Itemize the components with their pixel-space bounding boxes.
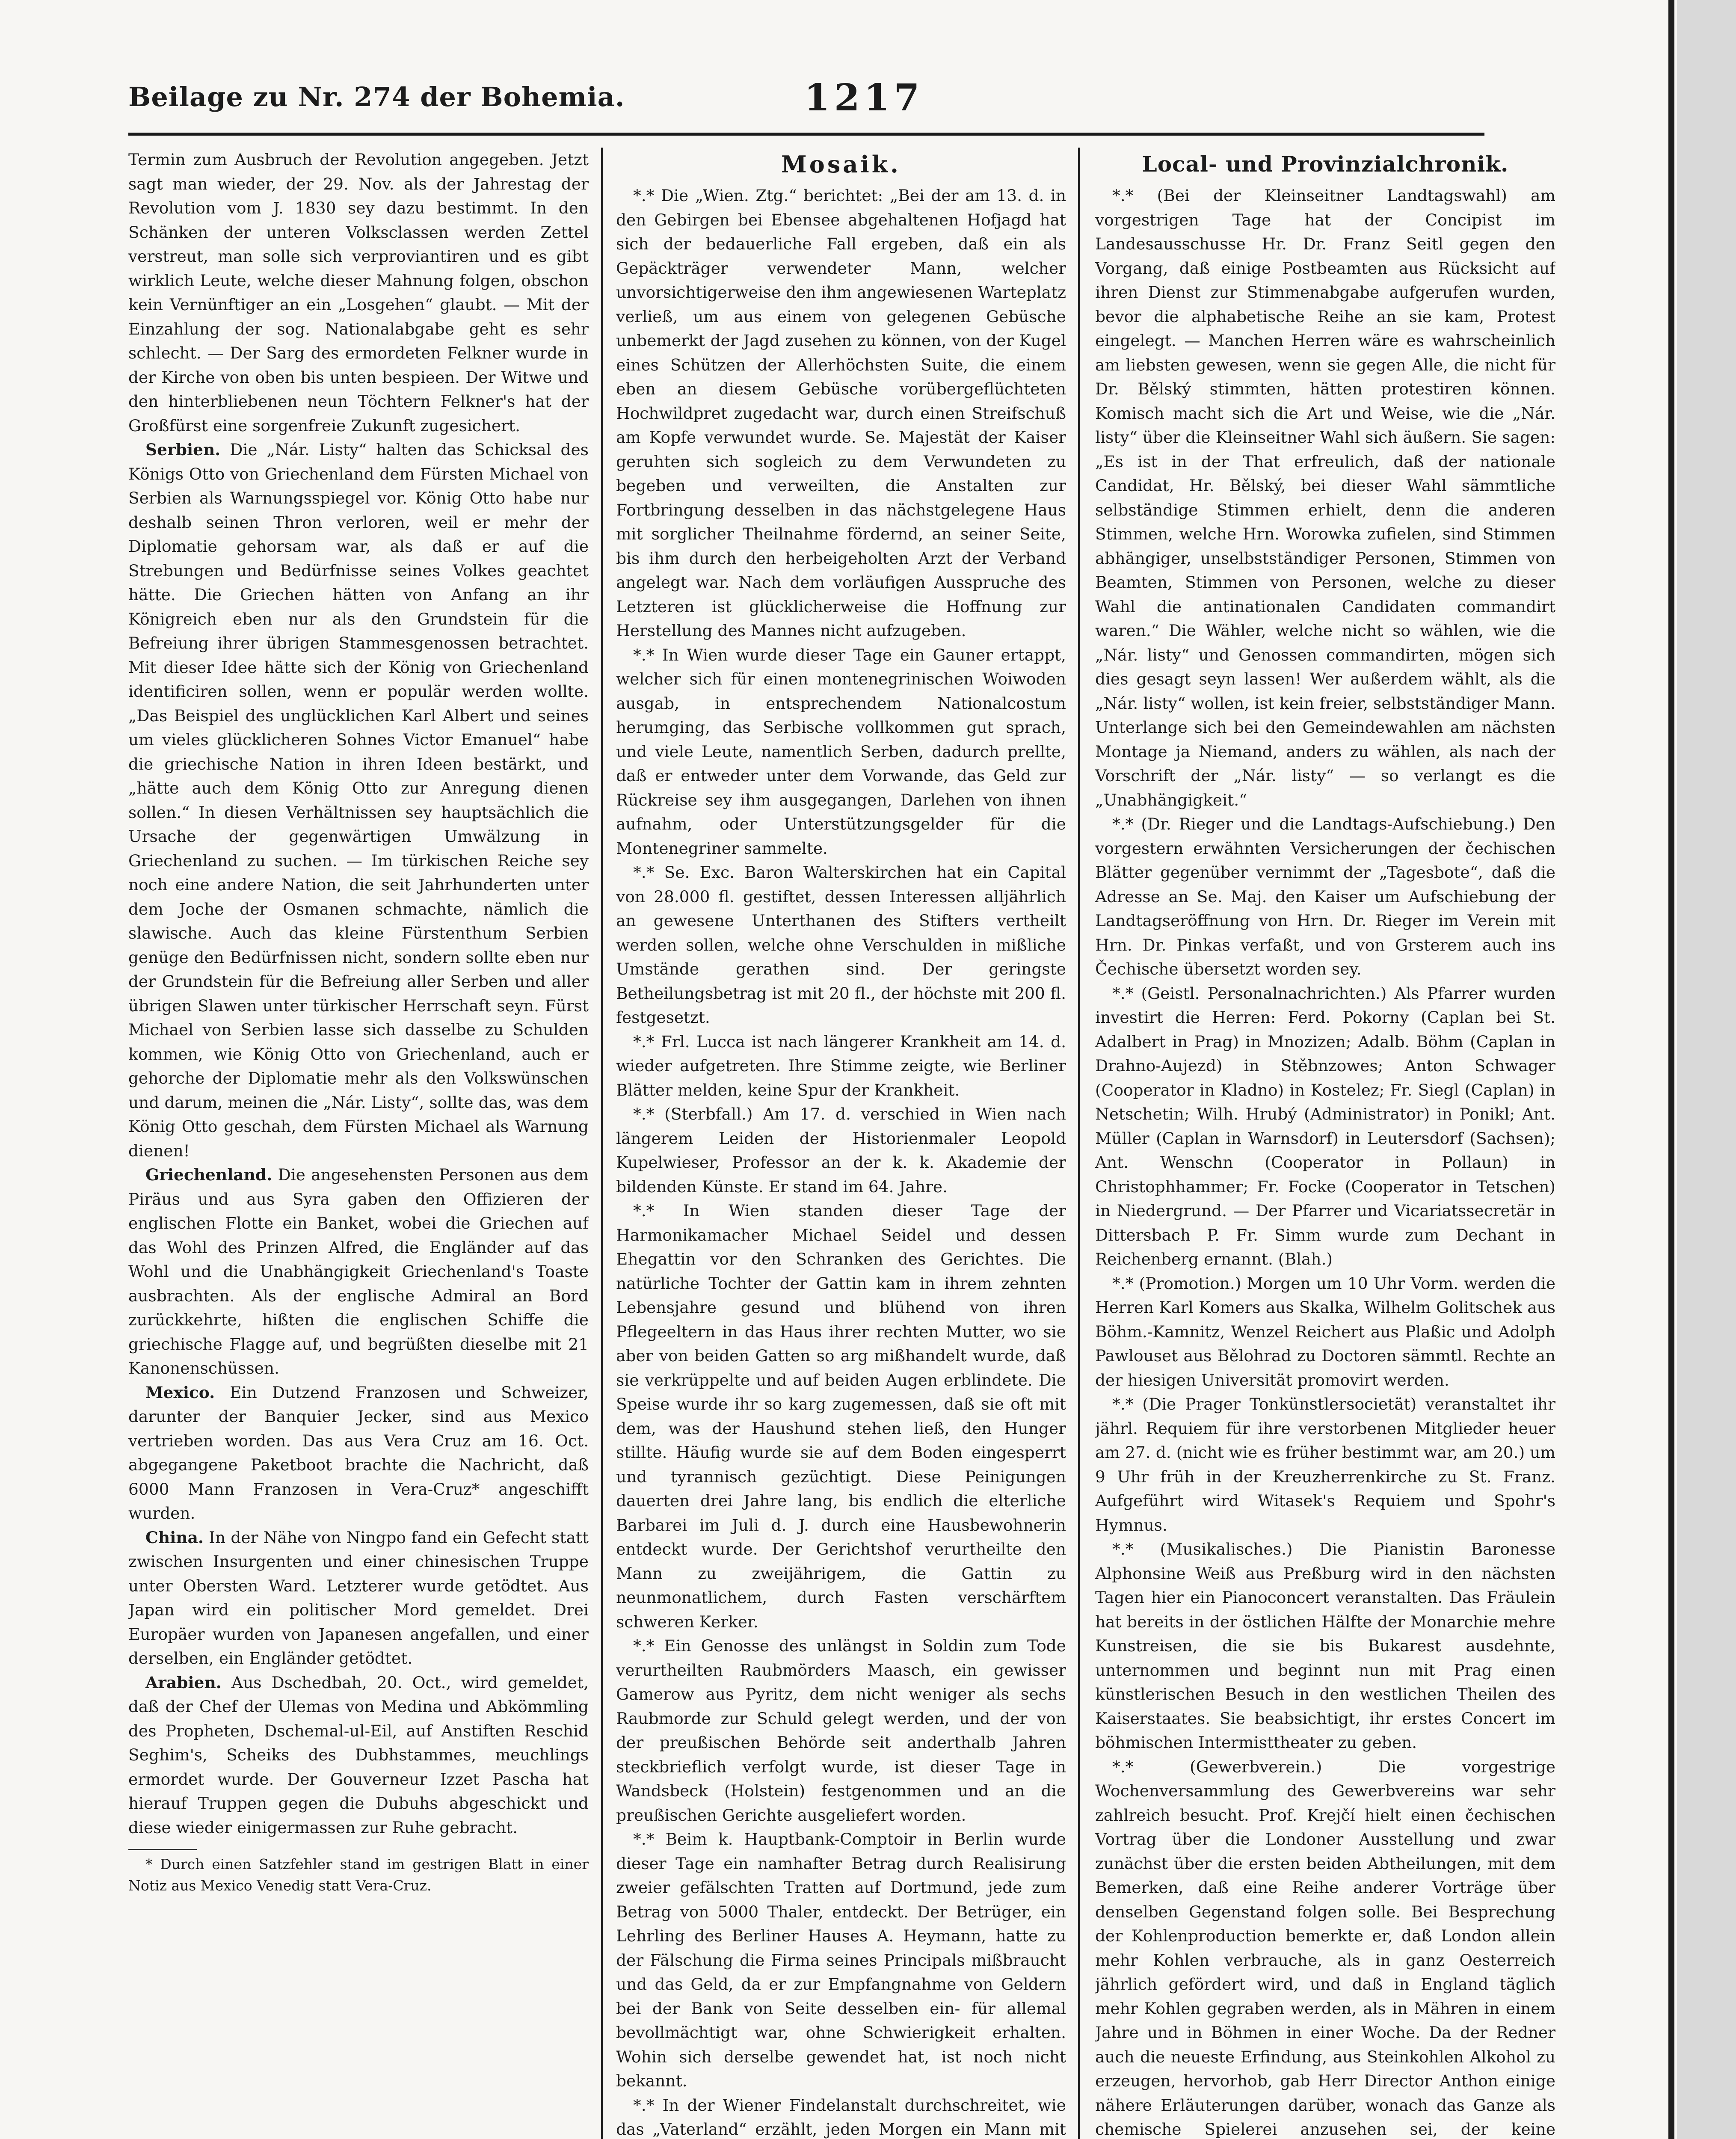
- section-arabien: [128, 1671, 589, 1840]
- news-item: *.* In Wien wurde dieser Tage ein Gauner ertappt, welcher sich für einen montenegrinischen Woiwoden ausgab, in entsprechendem Nationalcostum herumging, das Serbische vollkommen gut sprach, und viele Leute, namentlich Serben, dadurch prellte, daß er entweder unter dem Vorwande, das Geld zur Rückreise sey ihm ausgegangen, Darlehen von ihnen aufnahm, oder Unterstützungsgelder für die Montenegriner sammelte.: [616, 645, 1066, 858]
- column-mosaik: [616, 148, 1066, 2139]
- continued-paragraph: Termin zum Ausbruch der Revolution angegeben. Jetzt sagt man wieder, der 29. Nov. als der Jahrestag der Revolution vom J. 1830 sey dazu bestimmt. In den Schänken der unteren Volksclassen werden Zettel verstreut, man solle sich verproviantiren und es gibt wirklich Leute, welche dieser Mahnung folgen, obschon kein Vernünftiger an ein „Losgehen“ glaubt. — Mit der Einzahlung der sog. Nationalabgabe geht es sehr schlecht. — Der Sarg des ermordeten Felkner wurde in der Kirche von oben bis unten bespieen. Der Witwe und den hinterbliebenen neun Töchtern Felkner's hat der Großfürst eine sorgenfreie Zukunft zugesichert.: [128, 150, 589, 435]
- news-item: *.* (Die Prager Tonkünstlersocietät) veranstaltet ihr jährl. Requiem für ihre verstorbenen Mitglieder heuer am 27. d. (nicht wie es früher bestimmt war, am 20.) um 9 Uhr früh in der Kreuzherrenkirche zu St. Franz. Aufgeführt wird Witasek's Requiem und Spohr's Hymnus.: [1095, 1395, 1555, 1535]
- news-item: *.* Beim k. Hauptbank-Comptoir in Berlin wurde dieser Tage ein namhafter Betrag durch Realisirung zweier gefälschten Tratten auf Dortmund, jede zum Betrag von 5000 Thaler, entdeckt. Der Betrüger, ein Lehrling des Berliner Hauses A. Heymann, hatte zu der Fälschung die Firma seines Principals mißbraucht und das Geld, da er zur Empfangnahme von Geldern bei der Bank von Seite desselben ein- für allemal bevollmächtigt war, ohne Schwierigkeit erhalten. Wohin sich derselbe gewendet hat, ist noch nicht bekannt.: [616, 1830, 1066, 2090]
- section-heading: Mexico.: [145, 1383, 215, 1402]
- header-rule: [128, 133, 1484, 136]
- news-item: *.* Die „Wien. Ztg.“ berichtet: „Bei der am 13. d. in den Gebirgen bei Ebensee abgehaltenen Hofjagd hat sich der bedauerliche Fall ergeben, daß ein als Gepäckträger verwendeter Mann, welcher unvorsichtigerweise den ihm angewiesenen Warteplatz verließ, um aus einem von gelegenen Gebüsche unbemerkt der Jagd zusehen zu können, von der Kugel eines Schützen der Allerhöchsten Suite, die einem eben an diesem Gebüsche vorübergeflüchteten Hochwildpret zugedacht war, durch einen Streifschuß am Kopfe verwundet wurde. Se. Majestät der Kaiser geruhten sich sogleich zu dem Verwundeten zu begeben und verweilten, die Anstalten zur Fortbringung desselben in das nächstgelegene Haus mit sorglicher Theilnahme fördernd, an seiner Seite, bis ihm durch den herbeigeholten Arzt der Verband angelegt war. Nach dem vorläufigen Ausspruche des Letzteren ist glücklicherweise die Hoffnung zur Herstellung des Mannes nicht aufzugeben.: [616, 186, 1066, 640]
- news-item: *.* Ein Genosse des unlängst in Soldin zum Tode verurtheilten Raubmörders Maasch, ein gewisser Gamerow aus Pyritz, dem nicht weniger als sechs Raubmorde zur Schuld gelegt werden, und der von der preußischen Behörde seit anderthalb Jahren steckbrieflich verfolgt wurde, ist dieser Tage in Wandsbeck (Holstein) festgenommen und an die preußischen Gerichte ausgeliefert worden.: [616, 1636, 1066, 1825]
- column-title: Mosaik.: [781, 151, 901, 178]
- section-serbien: [128, 438, 589, 1163]
- section-griechenland: [128, 1163, 589, 1381]
- section-heading: China.: [145, 1528, 204, 1547]
- news-item: *.* (Bei der Kleinseitner Landtagswahl) am vorgestrigen Tage hat der Concipist im Landesausschusse Hr. Dr. Franz Seitl gegen den Vorgang, daß einige Postbeamten aus Rücksicht auf ihren Dienst zur Stimmenabgabe aufgerufen wurden, bevor die alphabetische Reihe an sie kam, Protest eingelegt. — Manchen Herren wäre es wahrscheinlich am liebsten gewesen, wenn sie gegen Alle, die nicht für Dr. Bělský stimmten, hätten protestiren können. Komisch macht sich die Art und Weise, wie die „Nár. listy“ über die Kleinseitner Wahl sich äußern. Sie sagen: „Es ist in der That erfreulich, daß der nationale Candidat, Hr. Bělský, bei dieser Wahl sämmtliche selbständige Stimmen erhielt, denn die anderen Stimmen, welche Hrn. Worowka zufielen, sind Stimmen abhängiger, unselbstständiger Personen, Stimmen von Beamten, Stimmen von Personen, welche zu dieser Wahl die antinationalen Candidaten commandirt waren.“ Die Wähler, welche nicht so wählen, wie die „Nár. listy“ und Genossen commandirten, mögen sich dies gesagt seyn lassen! Wer außerdem wählt, als die „Nár. listy“ wollen, ist kein freier, selbstständiger Mann. Unterlange sich bei den Gemeindewahlen am nächsten Montage ja Niemand, anders zu wählen, als nach der Vorschrift der „Nár. listy“ — so verlangt es die „Unabhängigkeit.“: [1095, 186, 1555, 809]
- scan-edge: [1677, 0, 1736, 2139]
- footnote-rule: [128, 1849, 197, 1850]
- section-heading: Arabien.: [145, 1673, 222, 1692]
- section-text: Die angesehensten Personen aus dem Piräus und aus Syra gaben den Offizieren der englischen Flotte ein Banket, wobei die Griechen auf das Wohl des Prinzen Alfred, die Engländer auf das Wohl und die Unabhängigkeit Griechenland's Toaste ausbrachten. Als der englische Admiral an Bord zurückkehrte, hißten die englischen Schiffe die griechische Flagge auf, und begrüßten dieselbe mit 21 Kanonenschüssen.: [128, 1165, 589, 1378]
- column-divider-1: [601, 148, 603, 2139]
- section-text: Ein Dutzend Franzosen und Schweizer, darunter der Banquier Jecker, sind aus Mexico vertrieben worden. Das aus Vera Cruz am 16. Oct. abgegangene Paketboot brachte die Nachricht, daß 6000 Mann Franzosen in Vera-Cruz* angeschifft wurden.: [128, 1383, 589, 1523]
- supplement-label: Beilage zu Nr. 274 der Bohemia.: [128, 81, 625, 113]
- scan-edge-line: [1668, 0, 1674, 2139]
- section-mexico: [128, 1381, 589, 1526]
- section-heading: Griechenland.: [145, 1165, 273, 1184]
- column-title: Local- und Provinzialchronik.: [1142, 151, 1509, 177]
- news-item: *.* (Dr. Rieger und die Landtags-Aufschiebung.) Den vorgestern erwähnten Versicherungen der čechischen Blätter gegenüber vernimmt der „Tagesbote“, daß die Adresse an Se. Maj. den Kaiser um Aufschiebung der Landtagseröffnung von Hrn. Dr. Rieger im Verein mit Hrn. Dr. Pinkas verfaßt, und von Grsterem auch ins Čechische übersetzt worden sey.: [1095, 815, 1555, 978]
- footnote: * Durch einen Satzfehler stand im gestrigen Blatt in einer Notiz aus Mexico Venedig statt Vera-Cruz.: [128, 1856, 589, 1894]
- news-item: *.* (Musikalisches.) Die Pianistin Baronesse Alphonsine Weiß aus Preßburg wird in den nächsten Tagen hier ein Pianoconcert veranstalten. Das Fräulein hat bereits in der östlichen Hälfte der Monarchie mehre Kunstreisen, die sie bis Bukarest ausdehnte, unternommen und beginnt nun mit Prag einen künstlerischen Besuch in den westlichen Theilen des Kaiserstaates. Sie beabsichtigt, ihr erstes Concert im böhmischen Intermisttheater zu geben.: [1095, 1540, 1555, 1752]
- news-item: *.* (Sterbfall.) Am 17. d. verschied in Wien nach längerem Leiden der Historienmaler Leopold Kupelwieser, Professor an der k. k. Akademie der bildenden Künste. Er stand im 64. Jahre.: [616, 1105, 1066, 1196]
- page-header: [128, 76, 1412, 133]
- column-local-chronicle: [1095, 148, 1555, 2139]
- news-item: *.* Se. Exc. Baron Walterskirchen hat ein Capital von 28.000 fl. gestiftet, dessen Interessen alljährlich an gewesene Unterthanen des Stifters vertheilt werden sollen, welche ohne Verschulden in mißliche Umstände gerathen sind. Der geringste Betheilungsbetrag ist mit 20 fl., der höchste mit 200 fl. festgesetzt.: [616, 863, 1066, 1027]
- column-politics: [128, 148, 589, 2139]
- news-item: *.* In der Wiener Findelanstalt durchschreitet, wie das „Vaterland“ erzählt, jeden Morgen ein Mann mit: [616, 2095, 1066, 2139]
- news-item: *.* (Promotion.) Morgen um 10 Uhr Vorm. werden die Herren Karl Komers aus Skalka, Wilhelm Golitschek aus Böhm.-Kamnitz, Wenzel Reichert aus Plaßic und Adolph Pawlouset aus Bělohrad zu Doctoren sämmtl. Rechte an der hiesigen Universität promovirt werden.: [1095, 1274, 1555, 1389]
- news-item: *.* In Wien standen dieser Tage der Harmonikamacher Michael Seidel und dessen Ehegattin vor den Schranken des Gerichtes. Die natürliche Tochter der Gattin kam in ihrem zehnten Lebensjahre gesund und blühend von ihren Pflegeeltern in das Haus ihrer rechten Mutter, wo sie aber von beiden Gatten so arg mißhandelt wurde, daß sie verkrüppelte und auf beiden Augen erblindete. Die Speise wurde ihr so karg zugemessen, daß sie oft mit dem, was der Haushund stehen ließ, den Hunger stillte. Häufig wurde sie auf dem Boden eingesperrt und tyrannisch gezüchtigt. Diese Peinigungen dauerten drei Jahre lang, bis endlich die elterliche Barbarei im Juli d. J. durch eine Hausbewohnerin entdeckt wurde. Der Gerichtshof verurtheilte den Mann zu zweijährigem, die Gattin zu neunmonatlichem, durch Fasten verschärftem schweren Kerker.: [616, 1201, 1066, 1631]
- news-item: *.* (Gewerbverein.) Die vorgestrige Wochenversammlung des Gewerbvereins war sehr zahlreich besucht. Prof. Krejčí hielt einen čechischen Vortrag über die Londoner Ausstellung und zwar zunächst über die ersten beiden Abtheilungen, mit dem Bemerken, daß eine Reihe anderer Vorträge über denselben Gegenstand folgen solle. Bei Besprechung der Kohlenproduction bemerkte er, daß London allein mehr Kohlen verbrauche, als in ganz Oesterreich jährlich gefördert wird, und daß in England täglich mehr Kohlen gegraben werden, als in Mähren in einem Jahre und in Böhmen in einer Woche. Da der Redner auch die neueste Erfindung, aus Steinkohlen Alkohol zu erzeugen, hervorhob, gab Herr Director Anthon einige nähere Erläuterungen darüber, wonach das Ganze als chemische Spielerei anzusehen sei, der keine: [1095, 1757, 1555, 2139]
- column-divider-2: [1078, 148, 1080, 2139]
- section-text: Aus Dschedbah, 20. Oct., wird gemeldet, daß der Chef der Ulemas von Medina und Abkömmling des Propheten, Dschemal-ul-Eil, auf Anstiften Reschid Seghim's, Scheiks des Dubhstammes, meuchlings ermordet wurde. Der Gouverneur Izzet Pascha hat hierauf Truppen gegen die Dubuhs abgeschickt und diese wieder einigermassen zur Ruhe gebracht.: [128, 1673, 589, 1837]
- page-number: 1217: [804, 76, 924, 119]
- section-text: Die „Nár. Listy“ halten das Schicksal des Königs Otto von Griechenland dem Fürsten Michael von Serbien als Warnungsspiegel vor. König Otto habe nur deshalb seinen Thron verloren, weil er mehr der Diplomatie gehorsam war, als daß er auf die Strebungen und Bedürfnisse seines Volkes geachtet hätte. Die Griechen hätten von Anfang an ihr Königreich eben nur als den Grundstein für die Befreiung ihrer übrigen Stammesgenossen betrachtet. Mit dieser Idee hätte sich der König von Griechenland identificiren sollen, wenn er populär werden wollte. „Das Beispiel des unglücklichen Karl Albert und seines um vieles glücklicheren Sohnes Victor Emanuel“ habe die griechische Nation in ihren Ideen bestärkt, und „hätte auch dem König Otto zur Anregung dienen sollen.“ In diesen Verhältnissen sey hauptsächlich die Ursache der gegenwärtigen Umwälzung in Griechenland zu suchen. — Im türkischen Reiche sey noch eine andere Nation, die seit Jahrhunderten unter dem Joche der Osmanen schmachte, nämlich die slawische. Auch das kleine Fürstenthum Serbien genüge den Bedürfnissen nicht, sondern sollte eben nur der Grundstein für die Befreiung aller Serben und aller übrigen Slawen unter türkischer Herrschaft seyn. Fürst Michael von Serbien lasse sich dasselbe zu Schulden kommen, wie König Otto von Griechenland, auch er gehorche der Diplomatie mehr als den Volkswünschen und darum, meinen die „Nár. Listy“, sollte das, was dem König Otto geschah, dem Fürsten Michael als Warnung dienen!: [128, 440, 589, 1160]
- section-heading: Serbien.: [145, 440, 221, 459]
- news-item: *.* (Geistl. Personalnachrichten.) Als Pfarrer wurden investirt die Herren: Ferd. Pokorny (Caplan bei St. Adalbert in Prag) in Mnozizen; Adalb. Böhm (Caplan in Drahno-Aujezd) in Stěbnzowes; Anton Schwager (Cooperator in Kladno) in Kostelez; Fr. Siegl (Caplan) in Netschetin; Wilh. Hrubý (Administrator) in Ponikl; Ant. Müller (Caplan in Warnsdorf) in Leutersdorf (Sachsen); Ant. Wenschn (Cooperator in Pollaun) in Christophhammer; Fr. Focke (Cooperator in Tetschen) in Niedergrund. — Der Pfarrer und Vicariatssecretär in Dittersbach P. Fr. Simm wurde zum Dechant in Reichenberg ernannt. (Blah.): [1095, 984, 1555, 1268]
- section-china: [128, 1526, 589, 1671]
- section-text: In der Nähe von Ningpo fand ein Gefecht statt zwischen Insurgenten und einer chinesischen Truppe unter Obersten Ward. Letzterer wurde getödtet. Aus Japan wird ein politischer Mord gemeldet. Drei Europäer wurden von Japanesen angefallen, und einer derselben, ein Engländer getödtet.: [128, 1528, 589, 1668]
- news-item: *.* Frl. Lucca ist nach längerer Krankheit am 14. d. wieder aufgetreten. Ihre Stimme zeigte, wie Berliner Blätter melden, keine Spur der Krankheit.: [616, 1032, 1066, 1099]
